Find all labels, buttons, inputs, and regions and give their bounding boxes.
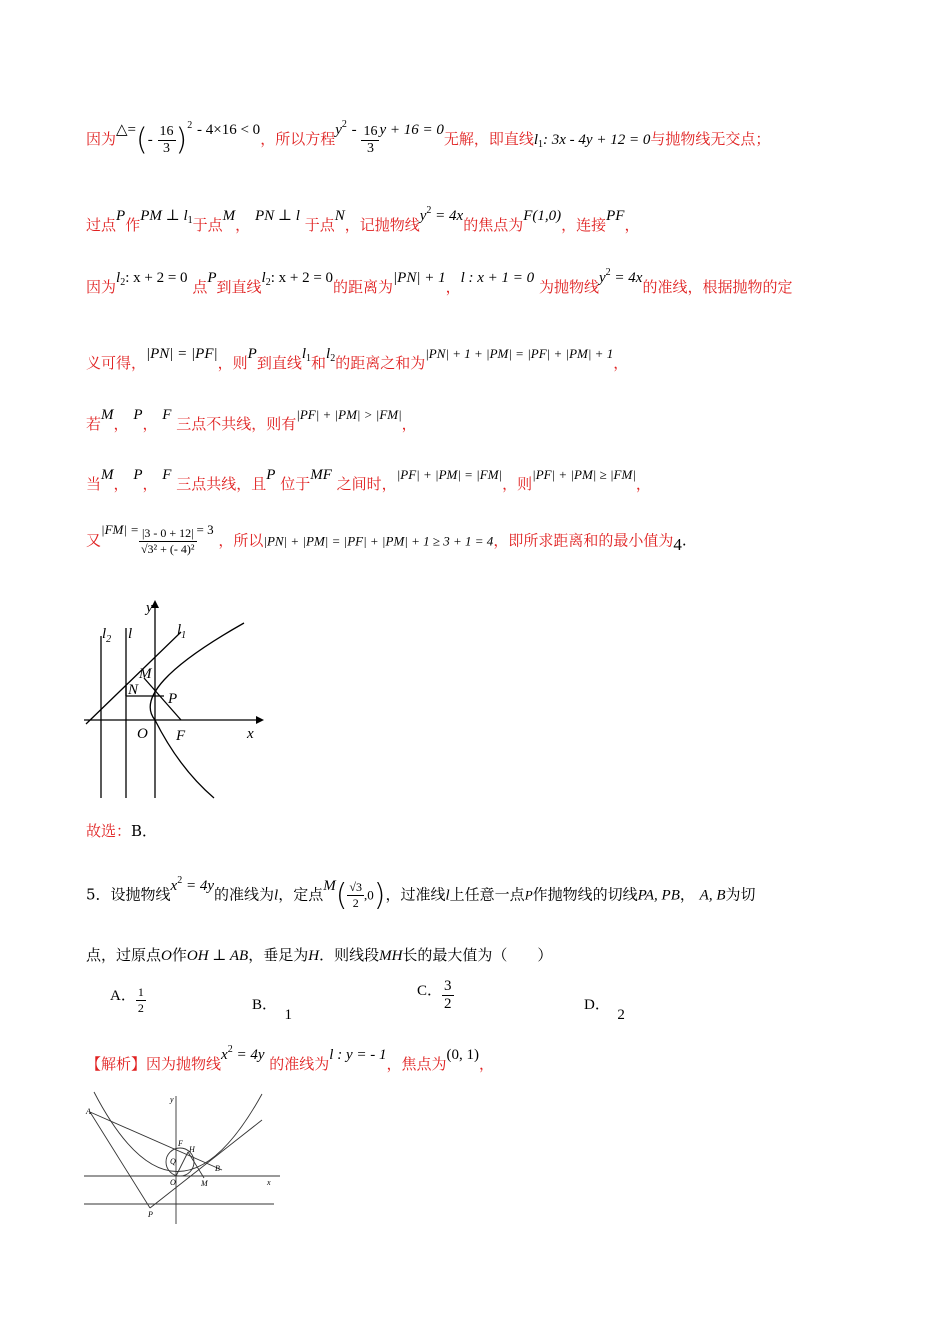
label-y: y xyxy=(170,1095,174,1104)
line-symbol: l xyxy=(326,346,331,362)
separator: ， xyxy=(113,475,129,493)
inequality-expr: |PF| + |PM| ≥ |FM| xyxy=(532,467,636,482)
question-number-text: 5．设抛物线 xyxy=(86,885,171,904)
result: = 3 xyxy=(196,521,214,537)
numerator: √3 xyxy=(349,880,363,894)
point-P: P xyxy=(207,270,217,286)
variable: x xyxy=(170,877,178,894)
text: ，即所求距离和的最小值为 xyxy=(493,531,674,550)
text: ，则 xyxy=(217,354,248,372)
label-M: M xyxy=(201,1179,208,1188)
text: 作抛物线的切线 xyxy=(532,885,638,904)
text: 的准线为 xyxy=(214,885,275,904)
segment-PF: PF xyxy=(606,208,625,224)
subscript: 1 xyxy=(538,139,544,150)
directrix-symbol: l xyxy=(274,887,279,904)
text: 与抛物线无交点； xyxy=(650,130,771,148)
question-5-line-1 xyxy=(86,874,756,913)
tangent-PA-AB xyxy=(90,1112,222,1170)
text: 因为 xyxy=(86,130,117,148)
subscript: 2 xyxy=(265,277,271,288)
text: 到直线 xyxy=(216,278,262,296)
solution-line-7 xyxy=(86,521,687,557)
answer-label: 故选： xyxy=(86,822,132,840)
paren-close: ) xyxy=(373,878,386,913)
expression: = 4x xyxy=(610,270,643,286)
separator: ， xyxy=(142,415,158,433)
denominator: 3 xyxy=(366,140,374,156)
text: ，过准线 xyxy=(385,885,446,904)
text: 于点 xyxy=(192,216,223,234)
text: 于点 xyxy=(304,216,335,234)
equality-expr: |PN| = |PF| xyxy=(146,346,218,362)
label-O: O xyxy=(137,726,148,742)
text: 当 xyxy=(86,475,102,493)
numerator: 16 xyxy=(363,123,378,139)
x-axis-arrow xyxy=(256,716,264,724)
exponent: 2 xyxy=(605,267,611,278)
text: ，则 xyxy=(502,475,533,493)
focus-point: (0, 1) xyxy=(446,1047,479,1063)
expression: = 4y xyxy=(232,1047,265,1063)
fraction xyxy=(136,985,146,1016)
line-symbol: l xyxy=(301,346,306,362)
numerator: |3 - 0 + 12| xyxy=(139,526,197,542)
line-equation: l : x + 1 = 0 xyxy=(460,270,535,286)
text: ，定点 xyxy=(278,885,324,904)
exponent: 2 xyxy=(426,205,432,216)
option-a[interactable] xyxy=(110,985,146,1016)
text: ， xyxy=(613,354,629,372)
option-label: A． xyxy=(110,987,136,1004)
text: 因为 xyxy=(86,278,117,296)
label-l2: $l_2$ xyxy=(102,626,112,645)
text: 的焦点为 xyxy=(463,216,524,234)
point-P: P xyxy=(116,208,126,224)
text: 三点共线，且 xyxy=(176,475,267,493)
text: 过点 xyxy=(86,216,117,234)
separator: ， xyxy=(113,415,129,433)
figure-parabola-1 xyxy=(84,598,264,800)
subscript: 1 xyxy=(187,215,193,226)
option-value: 2 xyxy=(617,1007,625,1023)
fraction xyxy=(347,880,364,911)
numerator: 1 xyxy=(137,985,144,999)
answer-line xyxy=(86,820,157,841)
inequality-chain: |PN| + |PM| = |PF| + |PM| + 1 ≥ 3 + 1 = 4 xyxy=(263,533,494,549)
delta-symbol: △= xyxy=(116,122,137,138)
text: 为抛物线 xyxy=(538,278,599,296)
subscript: 2 xyxy=(120,277,126,288)
option-d[interactable] xyxy=(584,993,625,1023)
text: 的距离之和为 xyxy=(335,354,426,372)
fraction xyxy=(361,124,379,157)
label-P: P xyxy=(148,1210,153,1219)
text: 点，过原点 xyxy=(86,946,162,964)
text: 到直线 xyxy=(256,354,302,372)
text: 点 xyxy=(192,278,208,296)
point-M: M xyxy=(323,877,336,894)
option-c[interactable] xyxy=(417,978,454,1013)
line-equation: : x + 2 = 0 xyxy=(125,270,188,286)
perpendicular-expr: PN ⊥ l xyxy=(254,208,300,224)
minus-sign: - xyxy=(147,132,153,148)
label-y: y xyxy=(146,600,153,616)
label-B: B xyxy=(215,1164,220,1173)
distance-fraction xyxy=(139,526,197,557)
parabola-curve xyxy=(94,1092,262,1172)
text: ，连接 xyxy=(561,216,607,234)
fraction xyxy=(442,978,454,1013)
label-P: P xyxy=(168,691,178,707)
text: 为切 xyxy=(725,885,756,904)
segment-MH: MH xyxy=(379,948,403,964)
variable: y xyxy=(598,270,606,286)
paren-open: ( xyxy=(136,122,148,158)
text: 因为抛物线 xyxy=(146,1055,222,1073)
point-N: N xyxy=(334,208,345,224)
point-P: P xyxy=(133,407,143,423)
solution-line-3 xyxy=(86,267,793,298)
point-M: M xyxy=(101,407,114,423)
line-symbol: l xyxy=(261,270,266,286)
text: ，焦点为 xyxy=(386,1055,447,1073)
text: 和 xyxy=(311,354,327,372)
question-5-line-2 xyxy=(86,944,552,965)
subscript: 2 xyxy=(330,353,336,364)
label-F: F xyxy=(178,1139,183,1148)
label-H: H xyxy=(189,1145,195,1154)
text: ，记抛物线 xyxy=(344,216,420,234)
solution-line-2 xyxy=(86,205,640,236)
text: ， xyxy=(478,1055,494,1073)
point-P: P xyxy=(247,346,257,362)
perpendicular-expr: PM ⊥ l xyxy=(140,208,188,224)
exponent: 2 xyxy=(227,1044,233,1055)
coordinate: ,0 xyxy=(364,887,374,903)
text: 无解，即直线 xyxy=(443,130,534,148)
answer-value: B． xyxy=(131,822,158,840)
option-label: D． xyxy=(584,997,610,1013)
variable: y xyxy=(419,208,427,224)
minus-sign: - xyxy=(351,122,357,138)
separator: ， xyxy=(142,475,158,493)
point-P: P xyxy=(133,467,143,483)
option-b[interactable] xyxy=(252,993,293,1023)
option-label: C． xyxy=(417,982,443,999)
inequality-expr: |PF| + |PM| > |FM| xyxy=(296,407,402,422)
figure-parabola-2 xyxy=(84,1090,284,1224)
point-P: P xyxy=(524,887,533,903)
text: 作 xyxy=(171,946,187,964)
line-symbol: l xyxy=(533,132,539,148)
exponent: 2 xyxy=(187,120,193,131)
expression: y + 16 = 0 xyxy=(379,122,444,138)
perpendicular-expr: OH ⊥ AB xyxy=(186,948,249,964)
point-M: M xyxy=(222,208,236,224)
period: . xyxy=(681,531,687,550)
expression: - 4×16 < 0 xyxy=(197,122,261,138)
label-N: N xyxy=(128,682,139,698)
line-symbol: l xyxy=(116,270,121,286)
tangent-PB xyxy=(150,1120,262,1208)
segment-OH xyxy=(176,1152,188,1176)
point-F: F xyxy=(162,407,172,423)
label-l: l xyxy=(128,626,133,642)
solution-line-5 xyxy=(86,407,417,434)
directrix-symbol: l xyxy=(445,887,450,904)
focus-point: F(1,0) xyxy=(523,208,562,224)
text: 的距离为 xyxy=(333,278,394,296)
point-M: M xyxy=(101,467,114,483)
distance-expr: |FM| = xyxy=(101,521,139,537)
min-value: 4 xyxy=(673,534,682,554)
fraction xyxy=(158,124,176,157)
expression: = 4x xyxy=(431,208,464,224)
text: ， xyxy=(635,475,651,493)
tangent-lines: PA, PB xyxy=(637,887,680,904)
text: ，所以方程 xyxy=(260,130,336,148)
segment-MF: MF xyxy=(310,467,332,483)
numerator: 16 xyxy=(159,123,174,139)
exponent: 2 xyxy=(177,874,183,886)
text: ．则线段 xyxy=(319,946,380,964)
paren-close: ) xyxy=(175,122,188,158)
analysis-line xyxy=(86,1044,494,1074)
text: ， xyxy=(445,278,461,296)
text: 若 xyxy=(86,415,102,433)
denominator: 2 xyxy=(352,896,359,910)
point-H: H xyxy=(308,948,320,964)
text: 作 xyxy=(125,216,141,234)
text: 三点不共线，则有 xyxy=(176,415,297,433)
solution-line-4 xyxy=(86,346,629,374)
paren-open: ( xyxy=(335,878,348,913)
tangent-PA xyxy=(90,1112,150,1208)
parabola-curve xyxy=(150,623,244,798)
text: 的准线为 xyxy=(269,1055,330,1073)
text: 上任意一点 xyxy=(449,885,525,904)
text: 义可得， xyxy=(86,354,147,372)
text: 的准线，根据抛物的定 xyxy=(642,278,793,296)
text: 又 xyxy=(86,531,102,550)
text: 之间时， xyxy=(336,475,397,493)
variable: x xyxy=(221,1047,228,1063)
label-O: O xyxy=(170,1178,176,1187)
text: ， xyxy=(401,415,417,433)
numerator: 3 xyxy=(444,978,452,994)
label-Q: Q xyxy=(170,1157,176,1166)
option-value: 1 xyxy=(284,1007,293,1023)
equality-expr: |PF| + |PM| = |FM| xyxy=(396,467,503,482)
text: ，垂足为 xyxy=(248,946,309,964)
distance-expr: |PN| + 1 xyxy=(393,270,446,286)
point-O: O xyxy=(161,948,172,964)
text: ， xyxy=(679,885,695,904)
text: 位于 xyxy=(280,475,311,493)
line-equation: : x + 2 = 0 xyxy=(270,270,334,286)
solution-line-1 xyxy=(86,120,770,158)
point-F: F xyxy=(162,467,172,483)
solution-line-6 xyxy=(86,467,651,494)
denominator: 2 xyxy=(444,996,452,1012)
sum-expr: |PN| + 1 + |PM| = |PF| + |PM| + 1 xyxy=(425,346,614,361)
label-F: F xyxy=(176,728,186,744)
label-l1: $l_1$ xyxy=(177,622,187,641)
denominator: 2 xyxy=(137,1001,144,1015)
subscript: 1 xyxy=(306,353,311,364)
point-P: P xyxy=(266,467,276,483)
analysis-tag: 【解析】 xyxy=(86,1055,147,1073)
option-label: B． xyxy=(252,997,278,1013)
text: ，所以 xyxy=(218,531,264,550)
label-x: x xyxy=(267,1178,271,1187)
label-A: A xyxy=(86,1107,91,1116)
line-equation: : 3x - 4y + 12 = 0 xyxy=(543,132,651,148)
label-x: x xyxy=(247,726,254,742)
label-M: M xyxy=(139,666,152,682)
text: 长的最大值为（ ） xyxy=(402,946,553,964)
expression: = 4y xyxy=(182,877,214,894)
points-AB: A, B xyxy=(699,887,726,904)
text: ， xyxy=(235,216,251,234)
denominator: 3 xyxy=(163,140,171,156)
exponent: 2 xyxy=(341,119,347,130)
variable: y xyxy=(335,122,342,138)
text: ， xyxy=(624,216,640,234)
directrix-equation: l : y = - 1 xyxy=(329,1047,387,1063)
denominator: √3² + (- 4)² xyxy=(140,542,195,556)
